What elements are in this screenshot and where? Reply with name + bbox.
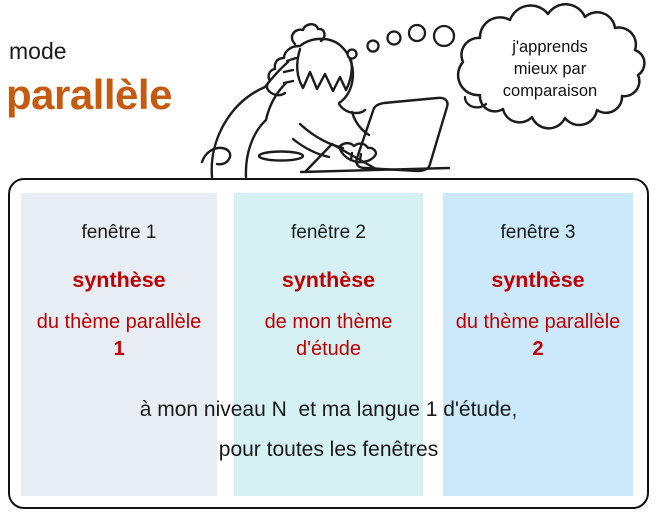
footer-line-2: pour toutes les fenêtres <box>218 438 439 461</box>
thought-trail-dots <box>348 25 455 59</box>
window-2-detail: de mon thème <box>264 311 393 333</box>
window-1-heading: synthèse <box>72 268 166 292</box>
thought-bubble-line-1: j'apprends <box>512 38 588 56</box>
window-3-detail: du thème parallèle <box>455 311 621 333</box>
thought-bubble-line-2: mieux par <box>513 60 587 78</box>
header-illustration <box>0 0 657 182</box>
person-thinking-illustration <box>202 24 449 177</box>
window-1-detail: du thème parallèle <box>36 311 202 333</box>
thought-bubble-line-3: comparaison <box>502 82 598 100</box>
window-2-detail-2: d'étude <box>296 338 361 360</box>
window-3-number: 2 <box>532 338 544 360</box>
mode-label: mode <box>9 38 67 64</box>
page-title: parallèle <box>6 71 172 118</box>
window-2-title: fenêtre 2 <box>291 222 366 243</box>
window-1-title: fenêtre 1 <box>81 222 157 243</box>
window-2-heading: synthèse <box>281 268 376 292</box>
footer-line-1: à mon niveau N et ma langue 1 d'étude, <box>139 398 518 421</box>
parallel-mode-panel <box>8 178 649 509</box>
window-3-title: fenêtre 3 <box>500 222 576 243</box>
window-1-number: 1 <box>113 338 125 360</box>
panel-footer <box>10 397 647 463</box>
window-3-heading: synthèse <box>491 268 585 292</box>
thought-bubble <box>458 4 644 128</box>
